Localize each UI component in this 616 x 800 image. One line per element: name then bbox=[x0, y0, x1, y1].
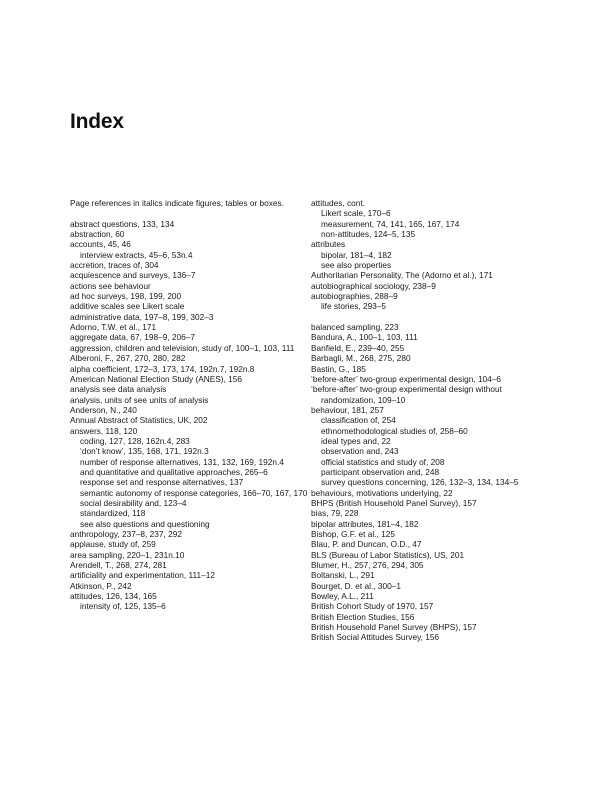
index-subentry: response set and response alternatives, 137 bbox=[80, 477, 244, 488]
index-entry: Boltanski, L., 291 bbox=[311, 570, 375, 581]
index-subentry: bipolar, 181–4, 182 bbox=[321, 249, 392, 260]
index-entry: Bourget, D. et al., 300–1 bbox=[311, 580, 401, 591]
index-subentry: survey questions concerning, 126, 132–3, 134, 134–5 bbox=[321, 477, 519, 488]
index-subentry: Likert scale, 170–6 bbox=[321, 208, 391, 219]
index-entry: autobiographical sociology, 238–9 bbox=[311, 280, 436, 291]
index-entry: administrative data, 197–8, 199, 302–3 bbox=[70, 311, 214, 322]
index-entry: Bandura, A., 100–1, 103, 111 bbox=[311, 332, 418, 343]
index-subentry: and quantitative and qualitative approaches, 265–6 bbox=[80, 466, 268, 477]
index-subentry: ethnomethodological studies of, 258–60 bbox=[321, 425, 468, 436]
index-entry: Blau, P. and Duncan, O.D., 47 bbox=[311, 539, 422, 550]
index-subentry: see also properties bbox=[321, 260, 392, 271]
index-entry: Blumer, H., 257, 276, 294, 305 bbox=[311, 560, 424, 571]
index-subentry: life stories, 293–5 bbox=[321, 301, 387, 312]
index-entry: accounts, 45, 46 bbox=[70, 239, 131, 250]
index-subentry: social desirability and, 123–4 bbox=[80, 497, 187, 508]
index-entry: additive scales see Likert scale bbox=[70, 301, 185, 312]
index-entry: abstraction, 60 bbox=[70, 229, 125, 240]
page-title: Index bbox=[70, 110, 124, 133]
index-entry: ‘before-after’ two-group experimental design without randomization, 109–10 bbox=[311, 384, 502, 405]
index-entry: Barbagli, M., 268, 275, 280 bbox=[311, 353, 411, 364]
index-entry: autobiographies, 288–9 bbox=[311, 291, 398, 302]
index-subentry: participant observation and, 248 bbox=[321, 466, 440, 477]
index-entry: Atkinson, P., 242 bbox=[70, 580, 132, 591]
index-entry: attitudes, cont. bbox=[311, 198, 365, 208]
index-note: Page references in italics indicate figures, tables or boxes. bbox=[70, 198, 284, 208]
index-entry: answers, 118, 120 bbox=[70, 425, 138, 436]
index-subentry: classification of, 254 bbox=[321, 415, 396, 426]
index-subentry: official statistics and study of, 208 bbox=[321, 456, 445, 467]
index-entry: BHPS (British Household Panel Survey), 157 bbox=[311, 497, 477, 508]
entry-spacer bbox=[311, 312, 549, 322]
index-entry: Adorno, T.W. et al., 171 bbox=[70, 322, 157, 333]
index-column-right bbox=[311, 198, 549, 643]
index-entry: acquiescence and surveys, 136–7 bbox=[70, 270, 196, 281]
index-entry: Annual Abstract of Statistics, UK, 202 bbox=[70, 415, 208, 426]
index-subentry: see also questions and questioning bbox=[80, 518, 210, 529]
index-entry: area sampling, 220–1, 231n.10 bbox=[70, 549, 185, 560]
index-subentry: standardized, 118 bbox=[80, 508, 146, 519]
index-entry: artificiality and experimentation, 111–12 bbox=[70, 570, 215, 581]
index-entry: Bowley, A.L., 211 bbox=[311, 591, 374, 602]
index-entry: Arendell, T., 268, 274, 281 bbox=[70, 560, 167, 571]
index-subentry: measurement, 74, 141, 165, 167, 174 bbox=[321, 218, 460, 229]
index-entry: aggregate data, 67, 198–9, 206–7 bbox=[70, 332, 196, 343]
index-entry: Anderson, N., 240 bbox=[70, 404, 137, 415]
index-entry: bipolar attributes, 181–4, 182 bbox=[311, 518, 419, 529]
index-entry: bias, 79, 228 bbox=[311, 508, 359, 519]
index-entry: behaviour, 181, 257 bbox=[311, 404, 384, 415]
index-entry: anthropology, 237–8, 237, 292 bbox=[70, 529, 182, 539]
index-entry: Alberoni, F., 267, 270, 280, 282 bbox=[70, 353, 186, 364]
index-subentry: interview extracts, 45–6, 53n.4 bbox=[80, 249, 193, 260]
index-entry: Authoritarian Personality, The (Adorno et al.), 171 bbox=[311, 270, 493, 281]
index-subentry: semantic autonomy of response categories, 166–70, 167, 170 bbox=[80, 487, 308, 498]
index-entry: accretion, traces of, 304 bbox=[70, 260, 159, 271]
index-entry: analysis, units of see units of analysis bbox=[70, 394, 209, 405]
index-entry: British Cohort Study of 1970, 157 bbox=[311, 601, 434, 612]
index-entry: balanced sampling, 223 bbox=[311, 322, 399, 333]
index-subentry: coding, 127, 128, 162n.4, 283 bbox=[80, 435, 190, 446]
index-entry: ‘before-after’ two-group experimental design, 104–6 bbox=[311, 373, 502, 384]
index-entry: British Household Panel Survey (BHPS), 157 bbox=[311, 622, 477, 633]
index-entry: alpha coefficient, 172–3, 173, 174, 192n.7, 192n.8 bbox=[70, 363, 255, 374]
index-subentry: number of response alternatives, 131, 132, 169, 192n.4 bbox=[80, 456, 284, 467]
index-entry: abstract questions, 133, 134 bbox=[70, 218, 175, 229]
index-entry: Banfield, E., 239–40, 255 bbox=[311, 342, 405, 353]
index-column-left bbox=[70, 198, 308, 612]
index-subentry: non-attitudes, 124–5, 135 bbox=[321, 229, 416, 240]
entry-spacer bbox=[70, 208, 308, 218]
index-entry: applause, study of, 259 bbox=[70, 539, 156, 550]
index-entry: attributes bbox=[311, 239, 346, 250]
index-subentry: ideal types and, 22 bbox=[321, 435, 391, 446]
index-entry: British Election Studies, 156 bbox=[311, 611, 415, 622]
index-entry: BLS (Bureau of Labor Statistics), US, 201 bbox=[311, 549, 465, 560]
index-entry: American National Election Study (ANES), 156 bbox=[70, 373, 243, 384]
index-entry: actions see behaviour bbox=[70, 280, 151, 291]
index-entry: analysis see data analysis bbox=[70, 384, 167, 395]
index-entry: behaviours, motivations underlying, 22 bbox=[311, 487, 453, 498]
index-entry: aggression, children and television, study of, 100–1, 103, 111 bbox=[70, 342, 295, 353]
index-subentry: ‘don’t know’, 135, 168, 171, 192n.3 bbox=[80, 446, 209, 457]
index-entry: attitudes, 126, 134, 165 bbox=[70, 591, 157, 602]
index-entry: British Social Attitudes Survey, 156 bbox=[311, 632, 440, 643]
index-entry: ad hoc surveys, 198, 199, 200 bbox=[70, 291, 182, 302]
index-subentry: observation and, 243 bbox=[321, 446, 399, 457]
index-entry: Bastin, G., 185 bbox=[311, 363, 366, 374]
index-subentry: intensity of, 125, 135–6 bbox=[80, 601, 166, 612]
index-entry: Bishop, G.F. et al., 125 bbox=[311, 529, 395, 539]
